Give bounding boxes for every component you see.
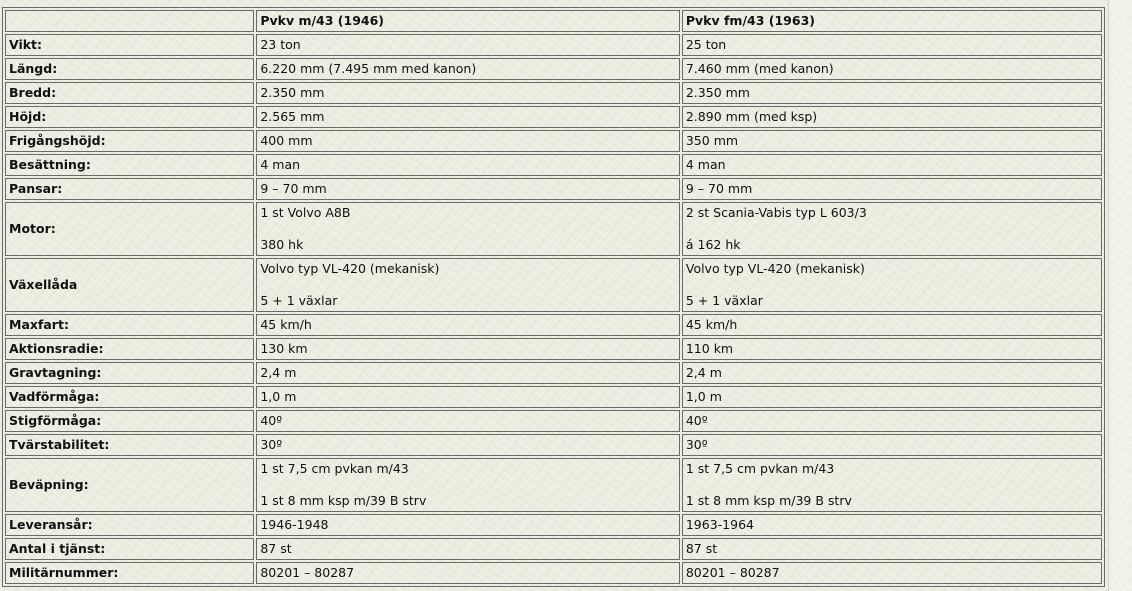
row-label: Beväpning: bbox=[5, 458, 254, 512]
row-label: Aktionsradie: bbox=[5, 338, 254, 360]
value-cell: 30º bbox=[682, 434, 1102, 456]
page-right-margin bbox=[1108, 0, 1132, 591]
value-cell: 9 – 70 mm bbox=[256, 178, 680, 200]
specifications-table bbox=[2, 7, 1105, 587]
header-corner-cell bbox=[5, 10, 254, 32]
table-row bbox=[5, 130, 1102, 152]
table-row bbox=[5, 338, 1102, 360]
table-row-armament bbox=[5, 458, 1102, 512]
value-cell bbox=[256, 202, 680, 256]
table-row bbox=[5, 362, 1102, 384]
row-label: Pansar: bbox=[5, 178, 254, 200]
value-line-2: 380 hk bbox=[260, 237, 304, 252]
column-header-pvkv-m43: Pvkv m/43 (1946) bbox=[256, 10, 680, 32]
value-line-1: 1 st Volvo A8B bbox=[260, 205, 351, 220]
table-row bbox=[5, 314, 1102, 336]
table-row-motor bbox=[5, 202, 1102, 256]
row-label: Militärnummer: bbox=[5, 562, 254, 584]
row-label: Vadförmåga: bbox=[5, 386, 254, 408]
value-line-2: 1 st 8 mm ksp m/39 B strv bbox=[260, 493, 427, 508]
table-header-row bbox=[5, 10, 1102, 32]
row-label: Växellåda bbox=[5, 258, 254, 312]
value-cell: 1,0 m bbox=[682, 386, 1102, 408]
column-header-pvkv-fm43: Pvkv fm/43 (1963) bbox=[682, 10, 1102, 32]
table-row bbox=[5, 386, 1102, 408]
value-line-2: 5 + 1 växlar bbox=[685, 293, 763, 308]
row-label: Besättning: bbox=[5, 154, 254, 176]
value-cell: 40º bbox=[682, 410, 1102, 432]
value-cell: 110 km bbox=[682, 338, 1102, 360]
value-cell: 7.460 mm (med kanon) bbox=[682, 58, 1102, 80]
value-cell: 2,4 m bbox=[256, 362, 680, 384]
value-cell: 2,4 m bbox=[682, 362, 1102, 384]
value-cell: 2.565 mm bbox=[256, 106, 680, 128]
value-cell: 30º bbox=[256, 434, 680, 456]
row-label: Antal i tjänst: bbox=[5, 538, 254, 560]
value-cell: 9 – 70 mm bbox=[682, 178, 1102, 200]
value-cell: 4 man bbox=[682, 154, 1102, 176]
row-label: Bredd: bbox=[5, 82, 254, 104]
value-cell: 45 km/h bbox=[256, 314, 680, 336]
row-label: Höjd: bbox=[5, 106, 254, 128]
value-cell: 80201 – 80287 bbox=[682, 562, 1102, 584]
value-line-2: 1 st 8 mm ksp m/39 B strv bbox=[685, 493, 852, 508]
table-row bbox=[5, 58, 1102, 80]
value-cell: 6.220 mm (7.495 mm med kanon) bbox=[256, 58, 680, 80]
table-row bbox=[5, 434, 1102, 456]
value-cell: 1,0 m bbox=[256, 386, 680, 408]
table-row bbox=[5, 178, 1102, 200]
value-cell bbox=[256, 258, 680, 312]
value-line-1: 1 st 7,5 cm pvkan m/43 bbox=[685, 461, 835, 476]
value-cell: 2.350 mm bbox=[682, 82, 1102, 104]
value-cell: 2.890 mm (med ksp) bbox=[682, 106, 1102, 128]
value-cell: 87 st bbox=[682, 538, 1102, 560]
value-cell bbox=[682, 258, 1102, 312]
value-line-1: Volvo typ VL-420 (mekanisk) bbox=[260, 261, 440, 276]
value-line-1: 2 st Scania-Vabis typ L 603/3 bbox=[685, 205, 867, 220]
row-label: Tvärstabilitet: bbox=[5, 434, 254, 456]
table-row bbox=[5, 154, 1102, 176]
value-line-1: Volvo typ VL-420 (mekanisk) bbox=[685, 261, 865, 276]
value-cell: 87 st bbox=[256, 538, 680, 560]
value-cell: 45 km/h bbox=[682, 314, 1102, 336]
value-cell: 25 ton bbox=[682, 34, 1102, 56]
value-cell: 1963-1964 bbox=[682, 514, 1102, 536]
value-line-2: 5 + 1 växlar bbox=[260, 293, 338, 308]
row-label: Motor: bbox=[5, 202, 254, 256]
table-row bbox=[5, 562, 1102, 584]
value-cell: 2.350 mm bbox=[256, 82, 680, 104]
value-cell: 23 ton bbox=[256, 34, 680, 56]
table-row bbox=[5, 82, 1102, 104]
row-label: Gravtagning: bbox=[5, 362, 254, 384]
row-label: Leveransår: bbox=[5, 514, 254, 536]
value-cell: 40º bbox=[256, 410, 680, 432]
row-label: Längd: bbox=[5, 58, 254, 80]
table-row bbox=[5, 410, 1102, 432]
value-cell bbox=[682, 458, 1102, 512]
row-label: Vikt: bbox=[5, 34, 254, 56]
value-cell: 130 km bbox=[256, 338, 680, 360]
value-cell: 400 mm bbox=[256, 130, 680, 152]
table-row bbox=[5, 514, 1102, 536]
table-row bbox=[5, 106, 1102, 128]
value-cell: 350 mm bbox=[682, 130, 1102, 152]
row-label: Maxfart: bbox=[5, 314, 254, 336]
value-cell: 4 man bbox=[256, 154, 680, 176]
table-row bbox=[5, 538, 1102, 560]
value-cell bbox=[682, 202, 1102, 256]
value-cell: 1946-1948 bbox=[256, 514, 680, 536]
value-line-2: á 162 hk bbox=[685, 237, 741, 252]
value-cell: 80201 – 80287 bbox=[256, 562, 680, 584]
value-cell bbox=[256, 458, 680, 512]
table-row-gearbox bbox=[5, 258, 1102, 312]
row-label: Frigångshöjd: bbox=[5, 130, 254, 152]
value-line-1: 1 st 7,5 cm pvkan m/43 bbox=[260, 461, 409, 476]
row-label: Stigförmåga: bbox=[5, 410, 254, 432]
table-row bbox=[5, 34, 1102, 56]
